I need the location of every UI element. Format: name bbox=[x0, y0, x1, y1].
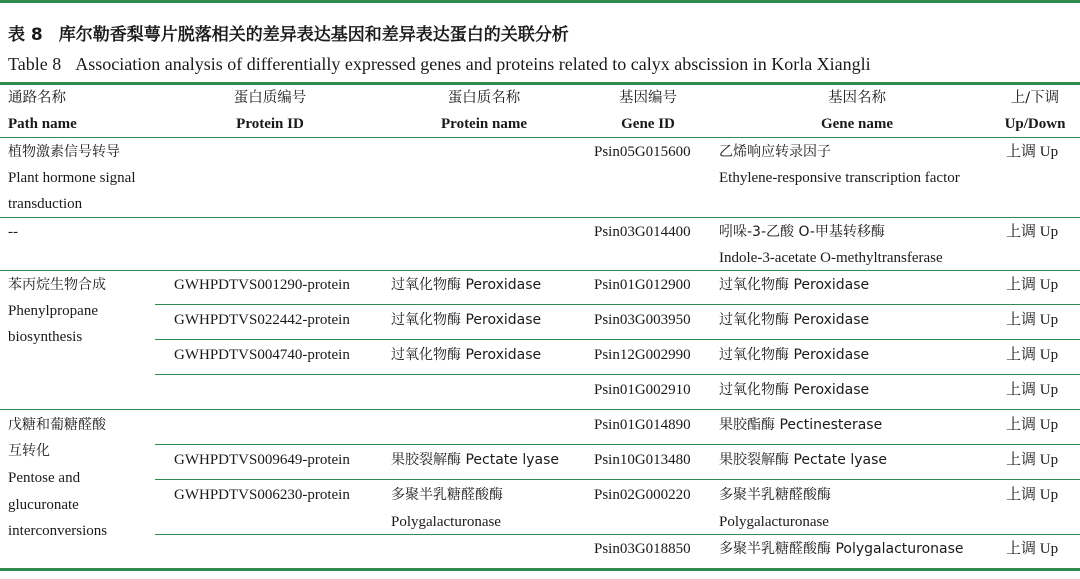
gene-id: Psin01G012900 bbox=[594, 277, 691, 293]
gene-name: 多聚半乳糖醛酸酶 Polygalacturonase bbox=[719, 541, 964, 557]
updown-value: 上调 Up bbox=[1006, 347, 1059, 363]
gene-name: 过氧化物酶 Peroxidase bbox=[719, 382, 870, 398]
header-updown-zh: 上/下调 bbox=[1010, 90, 1060, 106]
gene-name: 过氧化物酶 Peroxidase bbox=[719, 277, 870, 293]
path-name: 苯丙烷生物合成 bbox=[8, 277, 106, 293]
header-gene-id-en: Gene ID bbox=[621, 116, 675, 132]
header-path-zh: 通路名称 bbox=[8, 90, 66, 106]
updown-value: 上调 Up bbox=[1006, 312, 1059, 328]
updown-value: 上调 Up bbox=[1006, 224, 1059, 240]
updown-value: 上调 Up bbox=[1006, 382, 1059, 398]
protein-id: GWHPDTVS004740-protein bbox=[174, 347, 350, 363]
gene-id: Psin03G018850 bbox=[594, 541, 691, 557]
updown-value: 上调 Up bbox=[1006, 144, 1059, 160]
gene-name: 多聚半乳糖醛酸酶 bbox=[719, 487, 831, 503]
updown-value: 上调 Up bbox=[1006, 277, 1059, 293]
path-name: 互转化 bbox=[8, 443, 50, 459]
row-divider bbox=[155, 339, 1080, 340]
path-name: interconversions bbox=[8, 523, 108, 539]
gene-id: Psin05G015600 bbox=[594, 144, 691, 160]
header-gene-id-zh: 基因编号 bbox=[619, 90, 677, 106]
row-divider bbox=[155, 479, 1080, 480]
protein-name: 过氧化物酶 Peroxidase bbox=[391, 277, 542, 293]
path-name: glucuronate bbox=[8, 497, 79, 513]
path-name: 戊糖和葡糖醛酸 bbox=[8, 417, 106, 433]
group-divider bbox=[0, 409, 1080, 410]
gene-id: Psin10G013480 bbox=[594, 452, 691, 468]
path-name: 植物激素信号转导 bbox=[8, 144, 120, 160]
path-name: transduction bbox=[8, 196, 83, 212]
caption-en-number: Table 8 bbox=[8, 54, 62, 74]
gene-name: 乙烯响应转录因子 bbox=[719, 144, 831, 160]
path-name: Plant hormone signal bbox=[8, 170, 136, 186]
header-protein-id-en: Protein ID bbox=[236, 116, 304, 132]
gene-name: 果胶酯酶 Pectinesterase bbox=[719, 417, 883, 433]
protein-id: GWHPDTVS022442-protein bbox=[174, 312, 350, 328]
row-divider bbox=[155, 304, 1080, 305]
caption-en bbox=[8, 54, 871, 75]
header-updown-en: Up/Down bbox=[1004, 116, 1066, 132]
gene-name: Indole-3-acetate O-methyltransferase bbox=[719, 250, 943, 266]
header-rule bbox=[0, 137, 1080, 138]
gene-name: 过氧化物酶 Peroxidase bbox=[719, 312, 870, 328]
gene-name: 过氧化物酶 Peroxidase bbox=[719, 347, 870, 363]
path-name: Pentose and bbox=[8, 470, 81, 486]
header-protein-name-zh: 蛋白质名称 bbox=[447, 90, 521, 106]
caption-en-title: Association analysis of differentially expressed genes and proteins related to calyx abscission in Korla Xiangli bbox=[75, 54, 871, 74]
gene-name: 吲哚-3-乙酸 O-甲基转移酶 bbox=[719, 224, 885, 240]
protein-id: GWHPDTVS006230-protein bbox=[174, 487, 350, 503]
gene-name: 果胶裂解酶 Pectate lyase bbox=[719, 452, 887, 468]
protein-id: GWHPDTVS001290-protein bbox=[174, 277, 350, 293]
gene-id: Psin12G002990 bbox=[594, 347, 691, 363]
row-divider bbox=[155, 374, 1080, 375]
updown-value: 上调 Up bbox=[1006, 452, 1059, 468]
updown-value: 上调 Up bbox=[1006, 487, 1059, 503]
caption-zh bbox=[8, 20, 569, 45]
gene-name: Polygalacturonase bbox=[719, 514, 829, 530]
gene-name: Ethylene-responsive transcription factor bbox=[719, 170, 960, 186]
updown-value: 上调 Up bbox=[1006, 417, 1059, 433]
group-divider bbox=[0, 217, 1080, 218]
path-name: Phenylpropane bbox=[8, 303, 98, 319]
gene-id: Psin02G000220 bbox=[594, 487, 691, 503]
caption-zh-title: 库尔勒香梨萼片脱落相关的差异表达基因和差异表达蛋白的关联分析 bbox=[58, 25, 569, 45]
gene-id: Psin03G003950 bbox=[594, 312, 691, 328]
header-protein-name-en: Protein name bbox=[441, 116, 527, 132]
path-name: -- bbox=[8, 224, 18, 240]
gene-id: Psin03G014400 bbox=[594, 224, 691, 240]
header-gene-name-zh: 基因名称 bbox=[828, 90, 886, 106]
protein-name: Polygalacturonase bbox=[391, 514, 501, 530]
row-divider bbox=[155, 534, 1080, 535]
updown-value: 上调 Up bbox=[1006, 541, 1059, 557]
header-gene-name-en: Gene name bbox=[820, 116, 894, 132]
row-divider bbox=[155, 444, 1080, 445]
top-rule bbox=[0, 0, 1080, 3]
gene-id: Psin01G014890 bbox=[594, 417, 691, 433]
table-bottom-rule bbox=[0, 568, 1080, 571]
path-name: biosynthesis bbox=[8, 329, 83, 345]
protein-name: 多聚半乳糖醛酸酶 bbox=[391, 487, 503, 503]
protein-name: 果胶裂解酶 Pectate lyase bbox=[391, 452, 559, 468]
caption-zh-number: 表 8 bbox=[8, 25, 43, 45]
gene-id: Psin01G002910 bbox=[594, 382, 691, 398]
protein-name: 过氧化物酶 Peroxidase bbox=[391, 312, 542, 328]
protein-name: 过氧化物酶 Peroxidase bbox=[391, 347, 542, 363]
header-protein-id-zh: 蛋白质编号 bbox=[233, 90, 307, 106]
protein-id: GWHPDTVS009649-protein bbox=[174, 452, 350, 468]
group-divider bbox=[0, 270, 1080, 271]
header-path-en: Path name bbox=[8, 116, 77, 132]
